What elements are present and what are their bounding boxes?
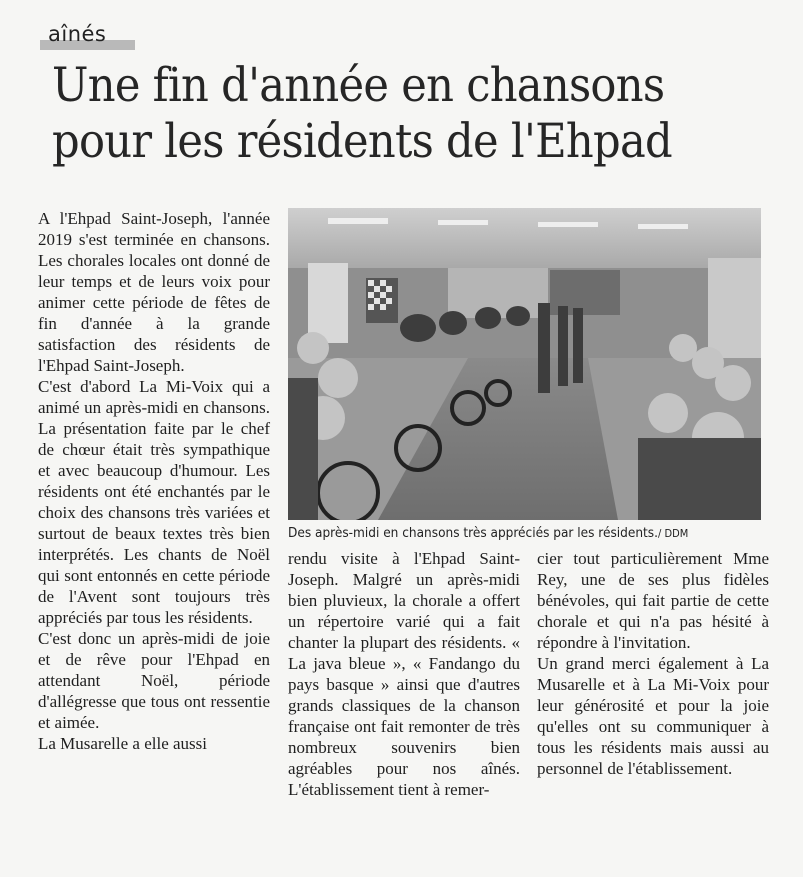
- section-tag: [40, 22, 135, 52]
- article-photo: [288, 208, 761, 520]
- section-label: aînés: [48, 22, 107, 46]
- article-paragraph: C'est donc un après-midi de joie et de rêve pour l'Ehpad en attendant Noël, période d'allégresse que tous ont ressentie et aimée.: [38, 629, 270, 732]
- article-paragraph: A l'Ehpad Saint-Joseph, l'année 2019 s'est terminée en chansons. Les chorales locales ont donné de leur temps et de leurs voix pour animer cette période de fêtes de fin d'année à la grande satisfaction des résidents de l'Ehpad Saint-Joseph.: [38, 209, 270, 375]
- article-column-middle: [288, 548, 520, 800]
- headline: Une fin d'année en chansons pour les résidents de l'Ehpad: [52, 58, 672, 169]
- photo-credit: / DDM: [657, 527, 689, 540]
- article-paragraph: La Musarelle a elle aussi: [38, 734, 207, 753]
- article-paragraph: Un grand merci également à La Musarelle et à La Mi-Voix pour leur générosité et pour la joie qu'elles ont su communiquer à tous les résidents mais aussi au personnel de l'établissement.: [537, 654, 769, 778]
- photo-caption: [288, 525, 768, 541]
- choir-photo-illustration: [288, 208, 761, 520]
- article-paragraph: C'est d'abord La Mi-Voix qui a animé un après-midi en chansons. La présentation faite par le chef de chœur était très sympathique et avec beaucoup d'humour. Les résidents ont été enchantés par le choix des chansons très variées et surtout de beaux textes très bien interprétés. Les chants de Noël qui sont entonnés en cette période de l'Avent sont toujours très appréciés par tous les résidents.: [38, 377, 270, 627]
- article-column-right: [537, 548, 769, 779]
- article-paragraph: rendu visite à l'Ehpad Saint-Joseph. Malgré un après-midi bien pluvieux, la chorale a offert un répertoire varié qui a fait chanter la plupart des résidents. « La java bleue », « Fandango du pays basque » ainsi que d'autres grands classiques de la chanson française ont fait remonter de très nombreux souvenirs bien agréables pour nos aînés. L'établissement tient à remer-: [288, 549, 520, 799]
- article-paragraph: cier tout particulièrement Mme Rey, une de ses plus fidèles bénévoles, qui fait partie de cette chorale et qui n'a pas hésité à répondre à l'invitation.: [537, 549, 769, 652]
- caption-text: Des après-midi en chansons très appréciés par les résidents.: [288, 525, 658, 541]
- article-column-left: [38, 208, 270, 754]
